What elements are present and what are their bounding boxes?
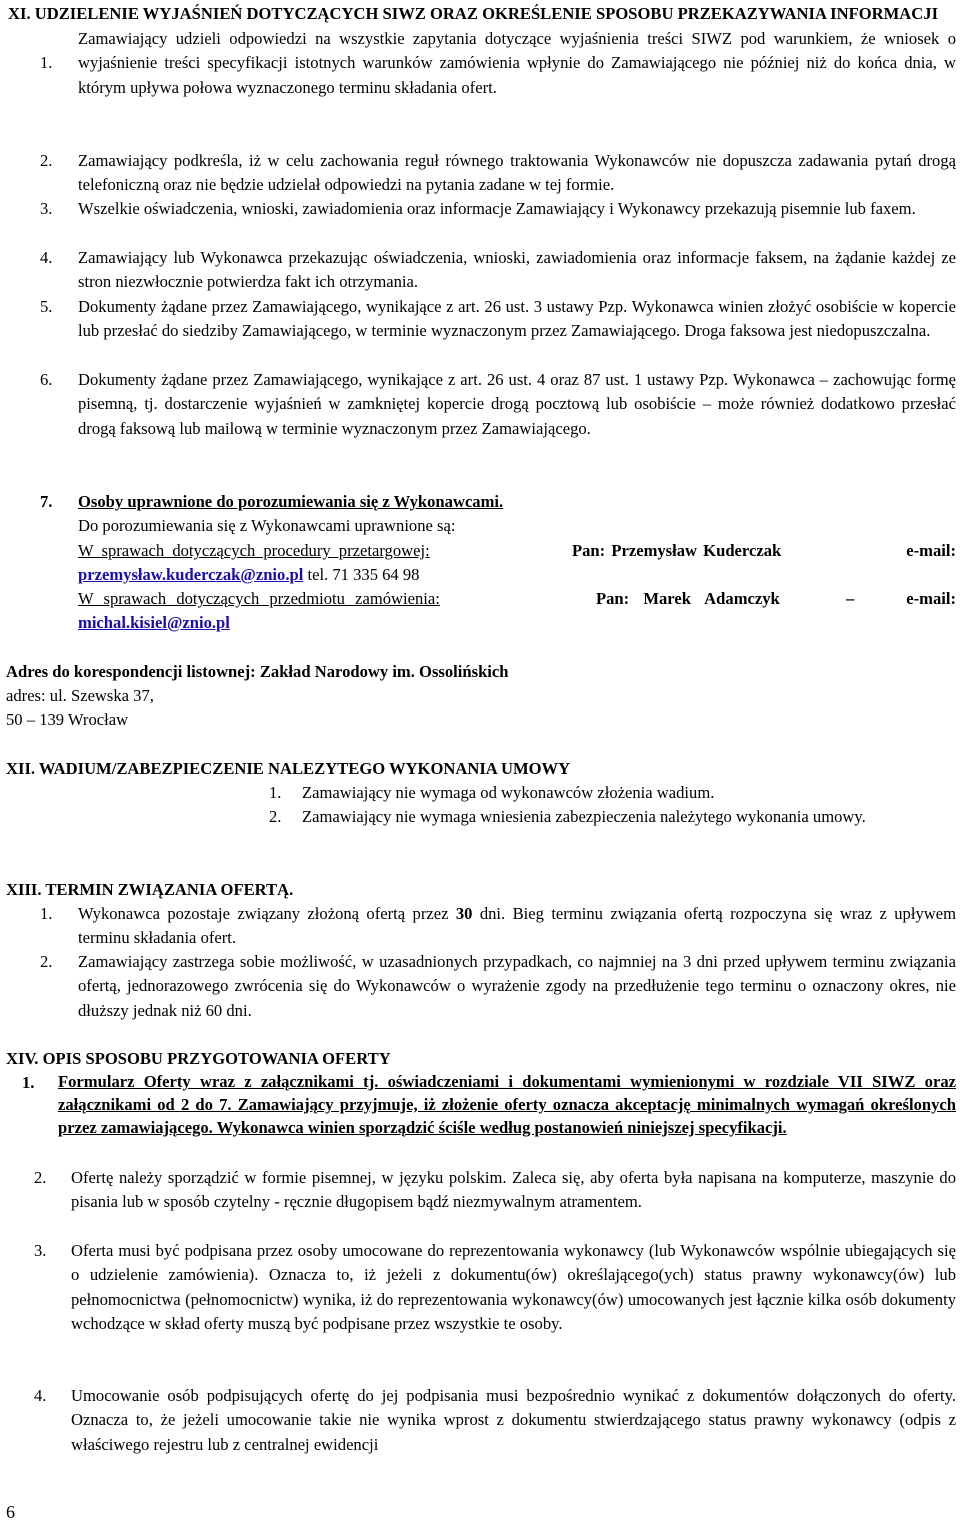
contact-procedure-email-row: [78, 563, 419, 587]
section-xi-item-1: [78, 27, 956, 100]
section-xiii-item-2: Zamawiający zastrzega sobie możliwość, w uzasadnionych przypadkach, co najmniej na 3 dni przed upływem terminu związania ofertą, jednorazowego zwrócenia się do Wykonawców o wyrażenie zgody na przedłużenie tego terminu o oznaczony okres, nie dłuższy jednak niż 60 dni.: [78, 952, 956, 1020]
section-xii-item-2: Zamawiający nie wymaga wniesienia zabezpieczenia należytego wykonania umowy.: [302, 807, 866, 826]
item-number: 3.: [34, 1241, 47, 1260]
item-text: Wykonawca pozostaje związany złożoną ofertą przez: [78, 904, 456, 923]
contact-subject-dash: –: [846, 589, 855, 608]
contact-intro: Do porozumiewania się z Wykonawcami uprawnione są:: [78, 516, 456, 535]
section-xiv-item-2: Ofertę należy sporządzić w formie pisemnej, w języku polskim. Zaleca się, aby oferta była napisana na komputerze, maszynie do pisania lub w sposób czytelny - ręcznie długopisem bądź niezmywalnym atramentem.: [71, 1168, 956, 1212]
item-text: dni. Bieg terminu związania ofertą rozpoczyna się wraz z upływem terminu składania ofert.: [78, 904, 956, 948]
section-xiii-item-1: [78, 902, 956, 951]
contact-procedure-phone: tel. 71 335 64 98: [303, 565, 420, 584]
item-number: 4.: [34, 1386, 47, 1405]
section-xiii-title: XIII. TERMIN ZWIĄZANIA OFERTĄ.: [6, 880, 294, 899]
contact-procedure-email-link[interactable]: przemysław.kuderczak@znio.pl: [78, 565, 304, 584]
item-number: 1.: [22, 1073, 35, 1092]
section-xi-item-5: Dokumenty żądane przez Zamawiającego, wynikające z art. 26 ust. 3 ustawy Pzp. Wykonawca winien złożyć osobiście w kopercie lub przesłać do siedziby Zamawiającego, w terminie wyznaczonym przez Zamawiającego. Droga faksowa jest niedopuszczalna.: [78, 297, 956, 341]
days-count: 30: [455, 904, 473, 923]
item-number: 5.: [40, 297, 53, 316]
item-number: 6.: [40, 370, 53, 389]
contact-subject-email-link[interactable]: michal.kisiel@znio.pl: [78, 613, 230, 632]
section-xiv-item-3: Oferta musi być podpisana przez osoby umocowane do reprezentowania wykonawcy (lub Wykonawców wspólnie ubiegających się o udzielenie zamówienia). Oznacza to, iż jeżeli z dokumentu(ów) określającego(ych) status prawny wykonawcy(ów) lub pełnomocnictwa (pełnomocnictw) wynika, iż do reprezentowania wykonawcy(ów) umocowanych jest łącznie kilka osób dokumenty wchodzące w skład oferty muszą być podpisane przez wszystkie te osoby.: [71, 1241, 956, 1334]
contact-procedure-email-label: e-mail:: [906, 541, 956, 560]
item-number: 1.: [40, 904, 53, 923]
item-number: 1.: [40, 53, 53, 72]
section-xi-title: XI. UDZIELENIE WYJAŚNIEŃ DOTYCZĄCYCH SIWZ ORAZ OKREŚLENIE SPOSOBU PRZEKAZYWANIA INFORMACJI: [8, 4, 939, 23]
section-xi-item-2: Zamawiający podkreśla, iż w celu zachowania reguł równego traktowania Wykonawców nie dopuszcza zadawania pytań drogą telefoniczną oraz nie będzie udzielał odpowiedzi na pytania zadane w tej formie.: [78, 151, 956, 195]
section-xiv-title: XIV. OPIS SPOSOBU PRZYGOTOWANIA OFERTY: [6, 1049, 391, 1068]
address-heading: Adres do korespondencji listownej: Zakład Narodowy im. Ossolińskich: [6, 662, 509, 681]
contact-subject-email-row: [78, 611, 230, 635]
item-number: 2.: [34, 1168, 47, 1187]
contact-subject-label: W sprawach dotyczących przedmiotu zamówienia:: [78, 589, 440, 608]
section-xi-item-6: Dokumenty żądane przez Zamawiającego, wynikające z art. 26 ust. 4 oraz 87 ust. 1 ustawy Pzp. Wykonawca – zachowując formę pisemną, tj. dostarczenie wyjaśnień w zamkniętej kopercie drogą pocztową lub osobiście – może również dodatkowo przesłać drogą faksową lub mailową w terminie wyznaczonym przez Zamawiającego.: [78, 370, 956, 438]
item-number: 2.: [40, 151, 53, 170]
contact-procedure-name: Pan: Przemysław Kuderczak: [572, 541, 782, 560]
item-number: 7.: [40, 492, 53, 511]
item-number: 2.: [269, 807, 282, 826]
contact-procedure-label: W sprawach dotyczących procedury przetargowej:: [78, 541, 430, 560]
item-number: 1.: [269, 783, 282, 802]
section-xii-title: XII. WADIUM/ZABEZPIECZENIE NALEZYTEGO WYKONANIA UMOWY: [6, 759, 571, 778]
item-number: 2.: [40, 952, 53, 971]
contact-subject-name: Pan: Marek Adamczyk: [596, 589, 780, 608]
item-number: 3.: [40, 199, 53, 218]
contact-heading: Osoby uprawnione do porozumiewania się z Wykonawcami.: [78, 492, 504, 511]
section-xii-item-1: Zamawiający nie wymaga od wykonawców złożenia wadium.: [302, 783, 715, 802]
address-city: 50 – 139 Wrocław: [6, 710, 129, 729]
section-xiv-item-1: Formularz Oferty wraz z załącznikami tj. oświadczeniami i dokumentami wymienionymi w rozdziale VII SIWZ oraz załącznikami od 2 do 7. Zamawiający przyjmuje, iż złożenie oferty oznacza akceptację minimalnych wymagań określonych przez zamawiającego. Wykonawca winien sporządzić ściśle według postanowień niniejszej specyfikacji.: [58, 1072, 956, 1137]
address-street: adres: ul. Szewska 37,: [6, 686, 154, 705]
contact-subject-email-label: e-mail:: [906, 589, 956, 608]
section-xiv-item-4: Umocowanie osób podpisujących ofertę do jej podpisania musi bezpośrednio wynikać z dokumentów dołączonych do oferty. Oznacza to, że jeżeli umocowanie takie nie wynika wprost z dokumentu stwierdzającego status prawny wykonawcy (odpis z właściwego rejestru lub z centralnej ewidencji: [71, 1386, 956, 1454]
item-number: 4.: [40, 248, 53, 267]
page-number: 6: [6, 1502, 15, 1522]
section-xi-item-3: Wszelkie oświadczenia, wnioski, zawiadomienia oraz informacje Zamawiający i Wykonawcy przekazują pisemnie lub faxem.: [78, 199, 916, 218]
section-xi-item-4: Zamawiający lub Wykonawca przekazując oświadczenia, wnioski, zawiadomienia oraz informacje faksem, na żądanie każdej ze stron niezwłocznie potwierdza fakt ich otrzymania.: [78, 248, 956, 292]
item-text: Zamawiający udzieli odpowiedzi na wszystkie zapytania dotyczące wyjaśnienia treści SIWZ pod warunkiem, że wniosek o wyjaśnienie treści specyfikacji istotnych warunków zamówienia wpłynie do Zamawiającego nie później niż do końca dnia, w którym upływa połowa wyznaczonego terminu składania ofert.: [78, 29, 956, 97]
